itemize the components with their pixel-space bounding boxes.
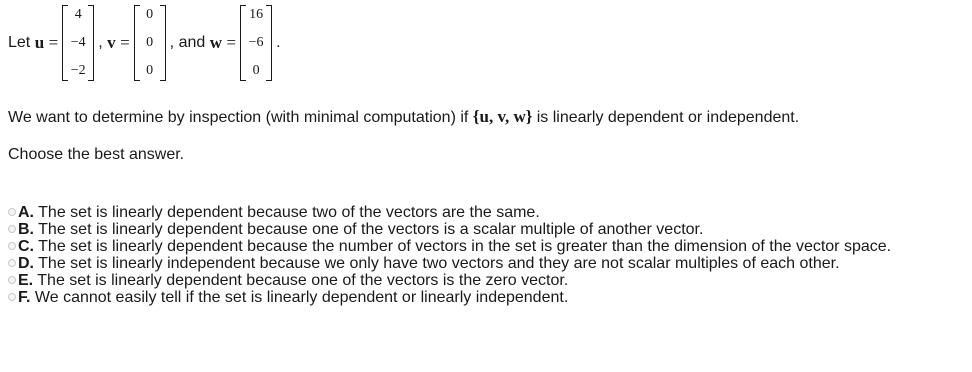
choice-d[interactable]	[8, 255, 964, 272]
equals-sign-w: =	[226, 33, 237, 52]
w-entry-1: 16	[249, 7, 264, 22]
instruction-text	[8, 107, 799, 127]
choice-f-letter: F.	[18, 289, 31, 306]
choice-b[interactable]	[8, 221, 964, 238]
radio-button-f[interactable]	[8, 293, 16, 301]
choice-c-letter: C.	[18, 238, 34, 255]
w-entry-2: −6	[248, 35, 264, 50]
radio-button-d[interactable]	[8, 259, 16, 267]
choice-e[interactable]	[8, 272, 964, 289]
instruction-after: is linearly dependent or independent.	[536, 109, 800, 126]
and-label: and	[178, 34, 206, 51]
v-vector	[134, 5, 166, 81]
radio-button-b[interactable]	[8, 225, 16, 233]
radio-button-c[interactable]	[8, 242, 16, 250]
equals-sign-v: =	[120, 33, 130, 52]
comma-u: ,	[98, 34, 103, 51]
set-notation	[473, 107, 537, 126]
radio-button-e[interactable]	[8, 276, 16, 284]
u-symbol: u	[34, 33, 45, 52]
choice-f-text: We cannot easily tell if the set is linearly dependent or linearly independent.	[34, 289, 569, 306]
choice-e-letter: E.	[18, 272, 34, 289]
choice-b-letter: B.	[18, 221, 34, 238]
v-entry-1: 0	[146, 7, 154, 22]
choice-d-text: The set is linearly independent because we only have two vectors and they are not scalar multiples of each other.	[38, 255, 840, 272]
u-entry-3: −2	[70, 63, 86, 78]
choice-e-text: The set is linearly dependent because one of the vectors is the zero vector.	[37, 272, 569, 289]
choice-a[interactable]	[8, 204, 964, 221]
u-entry-1: 4	[74, 7, 82, 22]
w-entry-3: 0	[252, 63, 260, 78]
instruction-before: We want to determine by inspection (with minimal computation) if	[8, 109, 469, 126]
vector-definitions	[8, 0, 281, 86]
v-symbol: v	[107, 33, 116, 52]
answer-choices	[8, 204, 964, 306]
period: .	[276, 34, 281, 51]
choice-f[interactable]	[8, 289, 964, 306]
comma-v: ,	[169, 34, 175, 51]
choice-c-text: The set is linearly dependent because the number of vectors in the set is greater than the dimension of the vector space.	[38, 238, 892, 255]
u-vector	[62, 5, 94, 81]
radio-button-a[interactable]	[8, 208, 16, 216]
choice-d-letter: D.	[18, 255, 34, 272]
v-entry-3: 0	[146, 63, 154, 78]
choice-a-text: The set is linearly dependent because two of the vectors are the same.	[38, 204, 540, 221]
let-label: Let	[8, 34, 31, 51]
choice-c[interactable]	[8, 238, 964, 255]
v-entry-2: 0	[146, 35, 154, 50]
equals-sign-u: =	[48, 33, 59, 52]
choice-a-letter: A.	[18, 204, 34, 221]
answer-prompt: Choose the best answer.	[8, 146, 185, 163]
set-notation-text: {u, v, w}	[472, 107, 533, 126]
choice-b-text: The set is linearly dependent because one of the vectors is a scalar multiple of another vector.	[38, 221, 704, 238]
u-entry-2: −4	[70, 35, 86, 50]
w-symbol: w	[209, 33, 223, 52]
w-vector	[240, 5, 272, 81]
